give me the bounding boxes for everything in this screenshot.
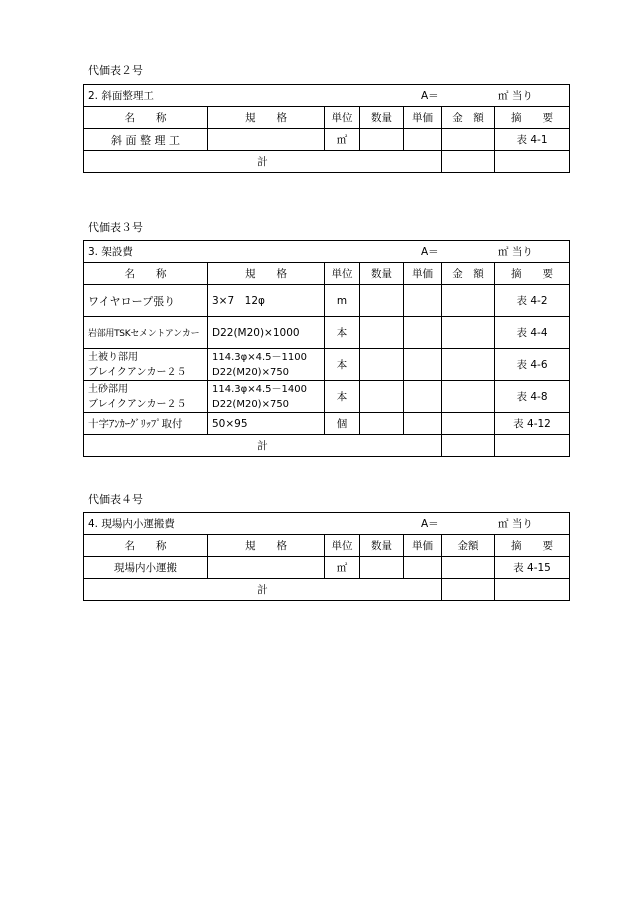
total-amount: [442, 435, 495, 457]
item-amount: [442, 317, 495, 349]
item-price: [404, 129, 442, 151]
item-spec: D22(M20)×1000: [208, 317, 325, 349]
table-title: 4. 現場内小運搬費: [88, 518, 175, 530]
header-qty: 数量: [360, 535, 404, 557]
item-spec: [208, 557, 325, 579]
total-label: 計: [84, 435, 442, 457]
header-name: 名 称: [84, 107, 208, 129]
header-price: 単価: [404, 107, 442, 129]
item-note: 表 4-6: [495, 349, 570, 381]
header-name: 名 称: [84, 263, 208, 285]
header-price: 単価: [404, 535, 442, 557]
total-amount: [442, 151, 495, 173]
total-label: 計: [84, 151, 442, 173]
item-qty: [360, 317, 404, 349]
total-note: [495, 151, 570, 173]
cost-table-4: [83, 512, 569, 601]
item-qty: [360, 557, 404, 579]
table-title-row: [84, 513, 570, 535]
item-name: 現場内小運搬: [84, 557, 208, 579]
item-qty: [360, 413, 404, 435]
item-spec: [208, 129, 325, 151]
header-spec: 規 格: [208, 107, 325, 129]
table-caption: 代価表４号: [88, 493, 143, 506]
item-note: 表 4-12: [495, 413, 570, 435]
item-qty: [360, 381, 404, 413]
item-spec: [208, 349, 325, 381]
table-title: 2. 斜面整理工: [88, 90, 154, 102]
header-unit: 単位: [325, 107, 360, 129]
item-unit: 本: [325, 381, 360, 413]
item-note: 表 4-8: [495, 381, 570, 413]
item-spec: [208, 381, 325, 413]
total-label: 計: [84, 579, 442, 601]
cost-table-2: [83, 84, 569, 173]
item-qty: [360, 129, 404, 151]
item-note: 表 4-4: [495, 317, 570, 349]
table-title: 3. 架設費: [88, 246, 133, 258]
header-note: 摘 要: [495, 535, 570, 557]
item-name-line2: ブレイクアンカー２５: [88, 366, 187, 378]
area-label: A＝: [421, 90, 439, 102]
item-spec: 3×7 12φ: [208, 285, 325, 317]
header-name: 名 称: [84, 535, 208, 557]
table-title-row: [84, 85, 570, 107]
total-note: [495, 579, 570, 601]
item-unit: 個: [325, 413, 360, 435]
header-qty: 数量: [360, 263, 404, 285]
header-amount: 金 額: [442, 107, 495, 129]
table-caption: 代価表３号: [88, 221, 143, 234]
header-unit: 単位: [325, 263, 360, 285]
item-amount: [442, 285, 495, 317]
item-unit: 本: [325, 317, 360, 349]
item-name: 斜 面 整 理 工: [84, 129, 208, 151]
item-amount: [442, 381, 495, 413]
header-spec: 規 格: [208, 535, 325, 557]
item-spec: 50×95: [208, 413, 325, 435]
item-name: [84, 381, 208, 413]
total-amount: [442, 579, 495, 601]
total-note: [495, 435, 570, 457]
item-name-line2: ブレイクアンカー２５: [88, 398, 187, 410]
header-amount: 金額: [442, 535, 495, 557]
table-title-row: [84, 241, 570, 263]
item-price: [404, 381, 442, 413]
item-price: [404, 349, 442, 381]
header-unit: 単位: [325, 535, 360, 557]
area-unit: ㎡ 当り: [498, 90, 533, 102]
item-unit: ㎡: [325, 557, 360, 579]
item-name: [84, 349, 208, 381]
item-price: [404, 317, 442, 349]
item-spec-line1: 114.3φ×4.5－1400: [212, 383, 307, 395]
item-qty: [360, 285, 404, 317]
item-amount: [442, 557, 495, 579]
item-unit: ㎡: [325, 129, 360, 151]
area-unit: ㎡ 当り: [498, 246, 533, 258]
item-name: 岩部用TSKセメントアンカー: [84, 317, 208, 349]
item-price: [404, 285, 442, 317]
item-note: 表 4-1: [495, 129, 570, 151]
cost-table-3: [83, 240, 569, 457]
item-amount: [442, 413, 495, 435]
header-spec: 規 格: [208, 263, 325, 285]
table-caption: 代価表２号: [88, 64, 143, 77]
item-spec-line1: 114.3φ×4.5－1100: [212, 351, 307, 363]
item-price: [404, 557, 442, 579]
header-qty: 数量: [360, 107, 404, 129]
item-name: 十字ｱﾝｶｰｸﾞﾘｯﾌﾟ取付: [84, 413, 208, 435]
item-spec-line2: D22(M20)×750: [212, 398, 290, 410]
item-qty: [360, 349, 404, 381]
header-note: 摘 要: [495, 107, 570, 129]
item-price: [404, 413, 442, 435]
item-name-line1: 土砂部用: [88, 383, 128, 395]
header-note: 摘 要: [495, 263, 570, 285]
item-name-line1: 土被り部用: [88, 351, 138, 363]
header-price: 単価: [404, 263, 442, 285]
item-amount: [442, 129, 495, 151]
item-unit: 本: [325, 349, 360, 381]
area-unit: ㎡ 当り: [498, 518, 533, 530]
area-label: A＝: [421, 518, 439, 530]
area-label: A＝: [421, 246, 439, 258]
item-note: 表 4-2: [495, 285, 570, 317]
item-note: 表 4-15: [495, 557, 570, 579]
item-name: ワイヤロープ張り: [84, 285, 208, 317]
item-spec-line2: D22(M20)×750: [212, 366, 290, 378]
item-amount: [442, 349, 495, 381]
item-unit: m: [325, 285, 360, 317]
header-amount: 金 額: [442, 263, 495, 285]
